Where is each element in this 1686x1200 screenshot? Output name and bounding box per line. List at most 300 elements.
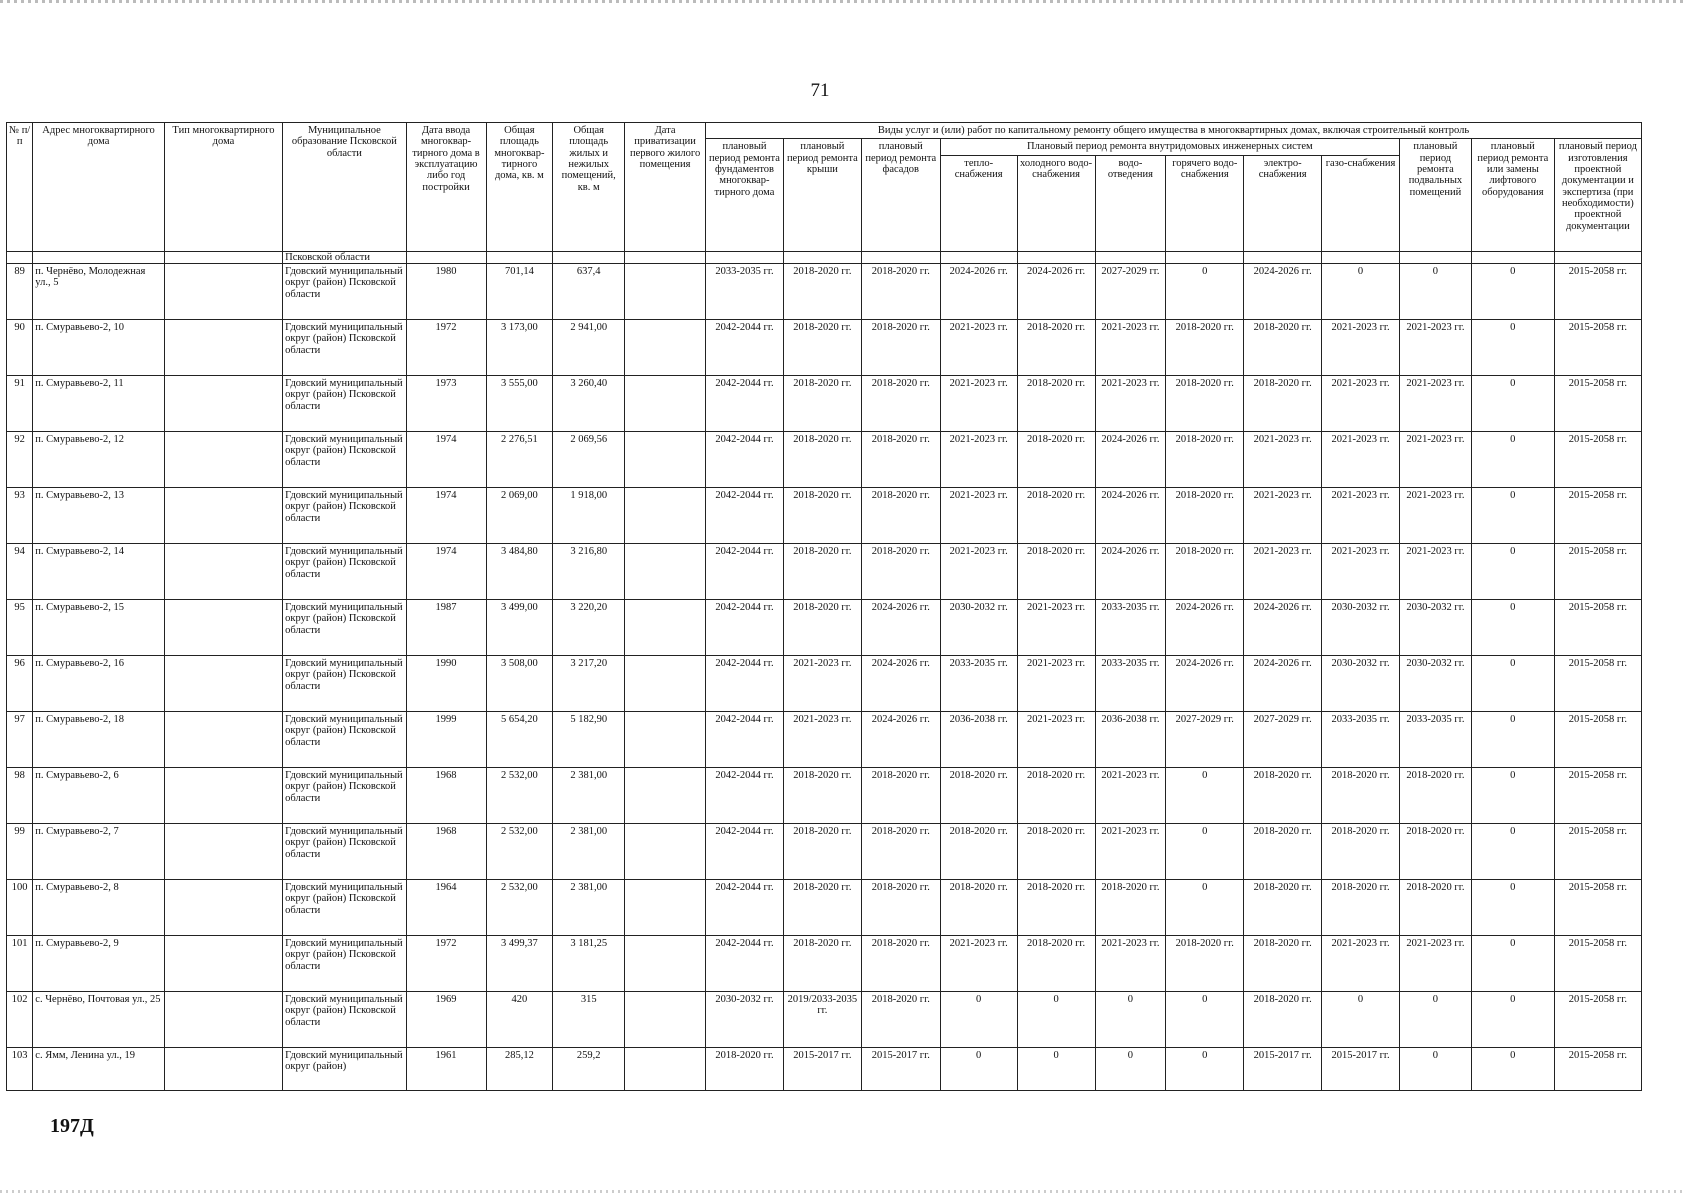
cell-basement: 2018-2020 гг. — [1400, 879, 1472, 935]
cell-hot-water: 2027-2029 гг. — [1166, 711, 1244, 767]
cell-municipality: Гдовский муниципальный округ (район) — [283, 1047, 406, 1090]
cell-sewage: 2021-2023 гг. — [1095, 319, 1166, 375]
header-elevator: плановый период ремонта или замены лифтового оборудования — [1471, 139, 1554, 251]
cell-basement: 0 — [1400, 991, 1472, 1047]
cell-basement: 0 — [1400, 263, 1472, 319]
cell-privatization — [625, 767, 706, 823]
cell-sewage: 2021-2023 гг. — [1095, 375, 1166, 431]
cell-cold-water: 0 — [1017, 1047, 1095, 1090]
table-header — [7, 123, 1642, 252]
cell-design: 2015-2058 гг. — [1554, 879, 1641, 935]
cell-cold-water: 2021-2023 гг. — [1017, 599, 1095, 655]
cell-roof: 2018-2020 гг. — [783, 767, 861, 823]
cell-sewage: 2033-2035 гг. — [1095, 655, 1166, 711]
cell-foundation: 2042-2044 гг. — [706, 767, 784, 823]
cell-total-area: 2 532,00 — [486, 767, 553, 823]
header-type: Тип многоквартирного дома — [164, 123, 282, 252]
cell-total-area: 3 555,00 — [486, 375, 553, 431]
cell-roof: 2018-2020 гг. — [783, 543, 861, 599]
cell-elevator: 0 — [1471, 879, 1554, 935]
cell-facade: 2018-2020 гг. — [861, 375, 940, 431]
cell-type — [164, 375, 282, 431]
header-electric: электро-снабжения — [1244, 155, 1322, 251]
cell-electric: 2024-2026 гг. — [1244, 655, 1322, 711]
cell-privatization — [625, 263, 706, 319]
cell-privatization — [625, 487, 706, 543]
cell-privatization — [625, 711, 706, 767]
cell-hot-water: 2024-2026 гг. — [1166, 599, 1244, 655]
cell-cold-water: 2018-2020 гг. — [1017, 375, 1095, 431]
cell-roof: 2018-2020 гг. — [783, 431, 861, 487]
cell-hot-water: 0 — [1166, 767, 1244, 823]
header-address: Адрес многоквартирного дома — [33, 123, 165, 252]
cell-foundation: 2042-2044 гг. — [706, 599, 784, 655]
table-row — [7, 487, 1642, 543]
cell-type — [164, 823, 282, 879]
cell-year: 1980 — [406, 263, 486, 319]
cell-address: п. Смуравьево-2, 13 — [33, 487, 165, 543]
cell-elevator: 0 — [1471, 767, 1554, 823]
cell-cold-water: 2024-2026 гг. — [1017, 263, 1095, 319]
cell-cold-water: 2018-2020 гг. — [1017, 823, 1095, 879]
cell-gas: 2018-2020 гг. — [1322, 879, 1400, 935]
cell-total-area: 701,14 — [486, 263, 553, 319]
cell-year: 1974 — [406, 543, 486, 599]
cell-num: 95 — [7, 599, 33, 655]
cell-type — [164, 767, 282, 823]
cell-living-area: 2 381,00 — [553, 767, 625, 823]
cell-municipality: Гдовский муниципальный округ (район) Псковской области — [283, 711, 406, 767]
cell-heat: 2033-2035 гг. — [940, 655, 1017, 711]
cell-privatization — [625, 543, 706, 599]
cell-roof: 2018-2020 гг. — [783, 935, 861, 991]
cell-address: п. Смуравьево-2, 7 — [33, 823, 165, 879]
cell-electric: 2015-2017 гг. — [1244, 1047, 1322, 1090]
cell-living-area: 2 941,00 — [553, 319, 625, 375]
cell-hot-water: 2018-2020 гг. — [1166, 487, 1244, 543]
table-row — [7, 375, 1642, 431]
cell-cold-water: 2021-2023 гг. — [1017, 655, 1095, 711]
capital-repair-table — [6, 122, 1642, 1091]
cell-basement: 2033-2035 гг. — [1400, 711, 1472, 767]
cell-type — [164, 319, 282, 375]
cell-type — [164, 711, 282, 767]
cell-roof: 2021-2023 гг. — [783, 655, 861, 711]
cell-year: 1987 — [406, 599, 486, 655]
cell-total-area: 3 173,00 — [486, 319, 553, 375]
cell-elevator: 0 — [1471, 1047, 1554, 1090]
cell-cold-water: 2018-2020 гг. — [1017, 767, 1095, 823]
cell-facade: 2018-2020 гг. — [861, 319, 940, 375]
cell-num: 100 — [7, 879, 33, 935]
cell-total-area: 2 532,00 — [486, 823, 553, 879]
cell-privatization — [625, 431, 706, 487]
continuation-row — [7, 251, 1642, 263]
cell-sewage: 2024-2026 гг. — [1095, 543, 1166, 599]
table-row — [7, 1047, 1642, 1090]
cell-electric: 2024-2026 гг. — [1244, 599, 1322, 655]
continuation-text: Псковской области — [283, 251, 406, 263]
cell-year: 1961 — [406, 1047, 486, 1090]
cell-elevator: 0 — [1471, 487, 1554, 543]
table-row — [7, 543, 1642, 599]
cell-electric: 2018-2020 гг. — [1244, 935, 1322, 991]
cell-facade: 2018-2020 гг. — [861, 879, 940, 935]
cell-living-area: 3 217,20 — [553, 655, 625, 711]
cell-cold-water: 2018-2020 гг. — [1017, 935, 1095, 991]
cell-num: 102 — [7, 991, 33, 1047]
header-hot-water: горячего водо-снабжения — [1166, 155, 1244, 251]
cell-municipality: Гдовский муниципальный округ (район) Псковской области — [283, 599, 406, 655]
cell-cold-water: 0 — [1017, 991, 1095, 1047]
cell-num: 94 — [7, 543, 33, 599]
cell-total-area: 3 508,00 — [486, 655, 553, 711]
cell-municipality: Гдовский муниципальный округ (район) Псковской области — [283, 823, 406, 879]
header-engineering-group: Плановый период ремонта внутридомовых инженерных систем — [940, 139, 1399, 155]
cell-foundation: 2042-2044 гг. — [706, 879, 784, 935]
cell-privatization — [625, 935, 706, 991]
cell-privatization — [625, 655, 706, 711]
cell-total-area: 3 499,00 — [486, 599, 553, 655]
header-facade: плановый период ремонта фасадов — [861, 139, 940, 251]
cell-address: п. Смуравьево-2, 9 — [33, 935, 165, 991]
cell-basement: 2021-2023 гг. — [1400, 935, 1472, 991]
cell-roof: 2018-2020 гг. — [783, 263, 861, 319]
cell-electric: 2018-2020 гг. — [1244, 767, 1322, 823]
cell-gas: 2033-2035 гг. — [1322, 711, 1400, 767]
cell-facade: 2018-2020 гг. — [861, 823, 940, 879]
cell-total-area: 5 654,20 — [486, 711, 553, 767]
cell-basement: 2030-2032 гг. — [1400, 599, 1472, 655]
header-commission-date: Дата ввода многоквар-тирного дома в эксплуатацию либо год постройки — [406, 123, 486, 252]
cell-municipality: Гдовский муниципальный округ (район) Псковской области — [283, 767, 406, 823]
cell-roof: 2018-2020 гг. — [783, 823, 861, 879]
cell-num: 93 — [7, 487, 33, 543]
cell-elevator: 0 — [1471, 431, 1554, 487]
cell-year: 1964 — [406, 879, 486, 935]
cell-design: 2015-2058 гг. — [1554, 711, 1641, 767]
cell-basement: 0 — [1400, 1047, 1472, 1090]
cell-sewage: 0 — [1095, 991, 1166, 1047]
cell-living-area: 259,2 — [553, 1047, 625, 1090]
cell-elevator: 0 — [1471, 935, 1554, 991]
cell-electric: 2021-2023 гг. — [1244, 487, 1322, 543]
cell-heat: 2021-2023 гг. — [940, 319, 1017, 375]
cell-living-area: 1 918,00 — [553, 487, 625, 543]
header-cold-water: холодного водо-снабжения — [1017, 155, 1095, 251]
cell-gas: 2021-2023 гг. — [1322, 431, 1400, 487]
table-row — [7, 599, 1642, 655]
cell-heat: 2018-2020 гг. — [940, 767, 1017, 823]
cell-gas: 2030-2032 гг. — [1322, 655, 1400, 711]
cell-year: 1969 — [406, 991, 486, 1047]
cell-basement: 2018-2020 гг. — [1400, 823, 1472, 879]
cell-address: п. Смуравьево-2, 14 — [33, 543, 165, 599]
cell-basement: 2021-2023 гг. — [1400, 543, 1472, 599]
cell-foundation: 2030-2032 гг. — [706, 991, 784, 1047]
cell-num: 98 — [7, 767, 33, 823]
cell-basement: 2018-2020 гг. — [1400, 767, 1472, 823]
cell-num: 96 — [7, 655, 33, 711]
header-living-area: Общая площадь жилых и нежилых помещений, кв. м — [553, 123, 625, 252]
cell-address: п. Смуравьево-2, 10 — [33, 319, 165, 375]
cell-facade: 2015-2017 гг. — [861, 1047, 940, 1090]
cell-living-area: 315 — [553, 991, 625, 1047]
cell-address: с. Чернёво, Почтовая ул., 25 — [33, 991, 165, 1047]
table-row — [7, 431, 1642, 487]
cell-hot-water: 2018-2020 гг. — [1166, 375, 1244, 431]
cell-gas: 0 — [1322, 991, 1400, 1047]
cell-privatization — [625, 879, 706, 935]
cell-gas: 0 — [1322, 263, 1400, 319]
cell-gas: 2021-2023 гг. — [1322, 319, 1400, 375]
cell-total-area: 2 532,00 — [486, 879, 553, 935]
header-roof: плановый период ремонта крыши — [783, 139, 861, 251]
document-code: 197Д — [50, 1115, 94, 1137]
table-row — [7, 319, 1642, 375]
cell-electric: 2021-2023 гг. — [1244, 543, 1322, 599]
cell-foundation: 2042-2044 гг. — [706, 375, 784, 431]
cell-cold-water: 2018-2020 гг. — [1017, 879, 1095, 935]
cell-total-area: 3 499,37 — [486, 935, 553, 991]
cell-living-area: 3 181,25 — [553, 935, 625, 991]
cell-roof: 2018-2020 гг. — [783, 879, 861, 935]
cell-sewage: 0 — [1095, 1047, 1166, 1090]
cell-type — [164, 431, 282, 487]
cell-address: с. Ямм, Ленина ул., 19 — [33, 1047, 165, 1090]
cell-facade: 2018-2020 гг. — [861, 431, 940, 487]
cell-year: 1990 — [406, 655, 486, 711]
cell-foundation: 2033-2035 гг. — [706, 263, 784, 319]
cell-elevator: 0 — [1471, 599, 1554, 655]
cell-roof: 2018-2020 гг. — [783, 375, 861, 431]
cell-living-area: 3 260,40 — [553, 375, 625, 431]
cell-num: 91 — [7, 375, 33, 431]
cell-sewage: 2033-2035 гг. — [1095, 599, 1166, 655]
table-row — [7, 991, 1642, 1047]
cell-year: 1968 — [406, 767, 486, 823]
cell-cold-water: 2018-2020 гг. — [1017, 319, 1095, 375]
cell-design: 2015-2058 гг. — [1554, 375, 1641, 431]
cell-year: 1972 — [406, 319, 486, 375]
cell-electric: 2024-2026 гг. — [1244, 263, 1322, 319]
cell-electric: 2027-2029 гг. — [1244, 711, 1322, 767]
cell-type — [164, 991, 282, 1047]
table-row — [7, 767, 1642, 823]
cell-privatization — [625, 1047, 706, 1090]
cell-municipality: Гдовский муниципальный округ (район) Псковской области — [283, 935, 406, 991]
cell-total-area: 3 484,80 — [486, 543, 553, 599]
cell-facade: 2024-2026 гг. — [861, 711, 940, 767]
cell-privatization — [625, 599, 706, 655]
cell-year: 1968 — [406, 823, 486, 879]
cell-living-area: 2 381,00 — [553, 823, 625, 879]
table-body — [7, 251, 1642, 1090]
page-number: 71 — [810, 80, 830, 101]
cell-facade: 2024-2026 гг. — [861, 599, 940, 655]
cell-electric: 2018-2020 гг. — [1244, 319, 1322, 375]
cell-heat: 0 — [940, 991, 1017, 1047]
cell-foundation: 2042-2044 гг. — [706, 655, 784, 711]
cell-num: 103 — [7, 1047, 33, 1090]
header-design: плановый период изготовления проектной документации и экспертиза (при необходимости) проектной документации — [1554, 139, 1641, 251]
cell-living-area: 637,4 — [553, 263, 625, 319]
cell-privatization — [625, 319, 706, 375]
cell-address: п. Смуравьево-2, 6 — [33, 767, 165, 823]
table-row — [7, 263, 1642, 319]
cell-heat: 2024-2026 гг. — [940, 263, 1017, 319]
header-municipality: Муниципальное образование Псковской области — [283, 123, 406, 252]
cell-sewage: 2024-2026 гг. — [1095, 431, 1166, 487]
cell-year: 1974 — [406, 431, 486, 487]
cell-roof: 2019/2033-2035 гг. — [783, 991, 861, 1047]
cell-sewage: 2024-2026 гг. — [1095, 487, 1166, 543]
cell-living-area: 2 069,56 — [553, 431, 625, 487]
cell-facade: 2018-2020 гг. — [861, 543, 940, 599]
cell-foundation: 2042-2044 гг. — [706, 823, 784, 879]
header-foundation: плановый период ремонта фундаментов многоквар-тирного дома — [706, 139, 784, 251]
cell-sewage: 2021-2023 гг. — [1095, 935, 1166, 991]
cell-elevator: 0 — [1471, 823, 1554, 879]
cell-design: 2015-2058 гг. — [1554, 543, 1641, 599]
cell-foundation: 2042-2044 гг. — [706, 487, 784, 543]
cell-gas: 2018-2020 гг. — [1322, 823, 1400, 879]
header-sewage: водо-отведения — [1095, 155, 1166, 251]
cell-electric: 2018-2020 гг. — [1244, 375, 1322, 431]
cell-facade: 2024-2026 гг. — [861, 655, 940, 711]
cell-roof: 2018-2020 гг. — [783, 599, 861, 655]
cell-elevator: 0 — [1471, 543, 1554, 599]
cell-roof: 2018-2020 гг. — [783, 487, 861, 543]
cell-elevator: 0 — [1471, 655, 1554, 711]
header-gas: газо-снабжения — [1322, 155, 1400, 251]
cell-municipality: Гдовский муниципальный округ (район) Псковской области — [283, 991, 406, 1047]
cell-gas: 2030-2032 гг. — [1322, 599, 1400, 655]
cell-total-area: 285,12 — [486, 1047, 553, 1090]
cell-municipality: Гдовский муниципальный округ (район) Псковской области — [283, 263, 406, 319]
cell-hot-water: 0 — [1166, 823, 1244, 879]
cell-address: п. Смуравьево-2, 12 — [33, 431, 165, 487]
header-num: № п/п — [7, 123, 33, 252]
cell-hot-water: 2024-2026 гг. — [1166, 655, 1244, 711]
cell-year: 1972 — [406, 935, 486, 991]
cell-elevator: 0 — [1471, 319, 1554, 375]
scan-edge-top — [0, 0, 1686, 3]
cell-roof: 2018-2020 гг. — [783, 319, 861, 375]
cell-electric: 2018-2020 гг. — [1244, 879, 1322, 935]
header-works-group: Виды услуг и (или) работ по капитальному ремонту общего имущества в многоквартирных домах, включая строительный контроль — [706, 123, 1642, 139]
cell-gas: 2021-2023 гг. — [1322, 543, 1400, 599]
cell-elevator: 0 — [1471, 711, 1554, 767]
cell-year: 1999 — [406, 711, 486, 767]
cell-hot-water: 0 — [1166, 263, 1244, 319]
cell-facade: 2018-2020 гг. — [861, 935, 940, 991]
header-total-area: Общая площадь многоквар-тирного дома, кв. м — [486, 123, 553, 252]
cell-foundation: 2042-2044 гг. — [706, 543, 784, 599]
cell-address: п. Чернёво, Молодежная ул., 5 — [33, 263, 165, 319]
cell-municipality: Гдовский муниципальный округ (район) Псковской области — [283, 319, 406, 375]
cell-design: 2015-2058 гг. — [1554, 935, 1641, 991]
cell-heat: 2021-2023 гг. — [940, 487, 1017, 543]
cell-type — [164, 935, 282, 991]
cell-foundation: 2018-2020 гг. — [706, 1047, 784, 1090]
cell-facade: 2018-2020 гг. — [861, 767, 940, 823]
cell-living-area: 3 216,80 — [553, 543, 625, 599]
cell-total-area: 2 069,00 — [486, 487, 553, 543]
cell-design: 2015-2058 гг. — [1554, 319, 1641, 375]
cell-num: 101 — [7, 935, 33, 991]
cell-heat: 2021-2023 гг. — [940, 543, 1017, 599]
table-row — [7, 879, 1642, 935]
cell-gas: 2018-2020 гг. — [1322, 767, 1400, 823]
cell-facade: 2018-2020 гг. — [861, 263, 940, 319]
cell-heat: 2021-2023 гг. — [940, 431, 1017, 487]
cell-num: 97 — [7, 711, 33, 767]
cell-heat: 2021-2023 гг. — [940, 375, 1017, 431]
cell-basement: 2021-2023 гг. — [1400, 375, 1472, 431]
header-privatization-date: Дата приватизации первого жилого помещения — [625, 123, 706, 252]
cell-address: п. Смуравьево-2, 8 — [33, 879, 165, 935]
table-row — [7, 655, 1642, 711]
cell-type — [164, 487, 282, 543]
cell-privatization — [625, 823, 706, 879]
cell-sewage: 2018-2020 гг. — [1095, 879, 1166, 935]
cell-foundation: 2042-2044 гг. — [706, 935, 784, 991]
cell-design: 2015-2058 гг. — [1554, 487, 1641, 543]
cell-gas: 2021-2023 гг. — [1322, 487, 1400, 543]
cell-hot-water: 2018-2020 гг. — [1166, 543, 1244, 599]
cell-num: 90 — [7, 319, 33, 375]
cell-elevator: 0 — [1471, 375, 1554, 431]
cell-cold-water: 2018-2020 гг. — [1017, 431, 1095, 487]
cell-cold-water: 2018-2020 гг. — [1017, 543, 1095, 599]
cell-heat: 2018-2020 гг. — [940, 879, 1017, 935]
cell-hot-water: 0 — [1166, 879, 1244, 935]
cell-basement: 2021-2023 гг. — [1400, 319, 1472, 375]
cell-design: 2015-2058 гг. — [1554, 599, 1641, 655]
cell-total-area: 2 276,51 — [486, 431, 553, 487]
cell-electric: 2018-2020 гг. — [1244, 823, 1322, 879]
cell-design: 2015-2058 гг. — [1554, 1047, 1641, 1090]
cell-sewage: 2027-2029 гг. — [1095, 263, 1166, 319]
cell-num: 92 — [7, 431, 33, 487]
cell-electric: 2018-2020 гг. — [1244, 991, 1322, 1047]
table-row — [7, 823, 1642, 879]
cell-design: 2015-2058 гг. — [1554, 991, 1641, 1047]
cell-elevator: 0 — [1471, 263, 1554, 319]
cell-gas: 2015-2017 гг. — [1322, 1047, 1400, 1090]
table-row — [7, 935, 1642, 991]
cell-year: 1974 — [406, 487, 486, 543]
cell-cold-water: 2018-2020 гг. — [1017, 487, 1095, 543]
cell-heat: 2018-2020 гг. — [940, 823, 1017, 879]
cell-municipality: Гдовский муниципальный округ (район) Псковской области — [283, 487, 406, 543]
cell-num: 89 — [7, 263, 33, 319]
cell-gas: 2021-2023 гг. — [1322, 375, 1400, 431]
cell-basement: 2021-2023 гг. — [1400, 431, 1472, 487]
cell-heat: 0 — [940, 1047, 1017, 1090]
cell-hot-water: 2018-2020 гг. — [1166, 935, 1244, 991]
cell-foundation: 2042-2044 гг. — [706, 319, 784, 375]
header-basement: плановый период ремонта подвальных помещений — [1400, 139, 1472, 251]
cell-sewage: 2021-2023 гг. — [1095, 767, 1166, 823]
cell-roof: 2015-2017 гг. — [783, 1047, 861, 1090]
cell-electric: 2021-2023 гг. — [1244, 431, 1322, 487]
header-heat: тепло-снабжения — [940, 155, 1017, 251]
cell-gas: 2021-2023 гг. — [1322, 935, 1400, 991]
cell-privatization — [625, 375, 706, 431]
cell-design: 2015-2058 гг. — [1554, 431, 1641, 487]
